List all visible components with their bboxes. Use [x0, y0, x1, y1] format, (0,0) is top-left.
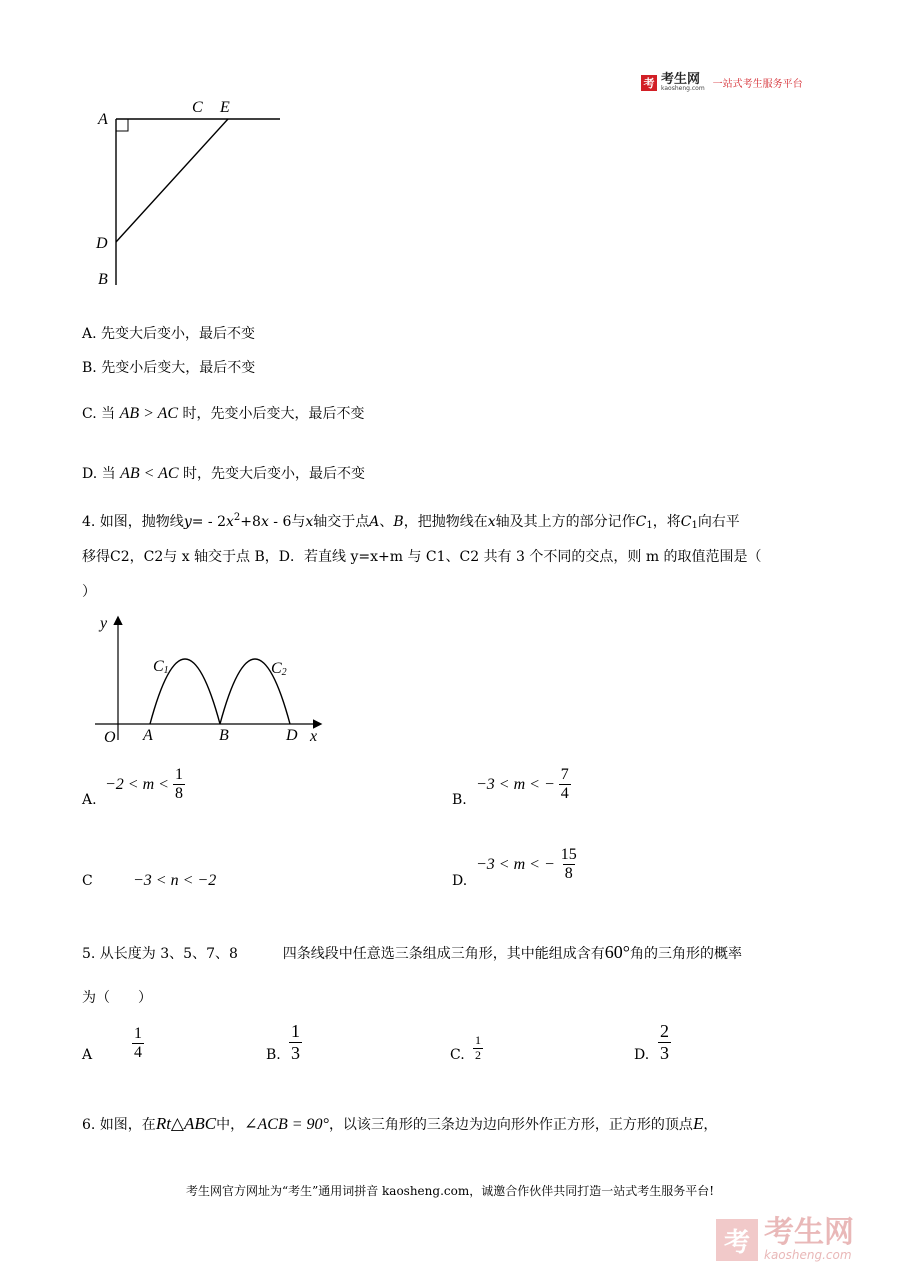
- q4-text-x: x: [305, 514, 314, 530]
- q4-eq-mid: = - 2: [191, 514, 227, 530]
- q4-text-B: B: [393, 514, 404, 530]
- watermark-logo: [716, 1215, 854, 1262]
- graph-label-y: y: [100, 615, 108, 632]
- graph-label-B: B: [219, 727, 229, 744]
- q4-option-b-num: 7: [560, 766, 569, 783]
- q5-text-b: 四条线段中任意选三条组成三角形，其中能组成含有: [282, 946, 605, 962]
- q4-text-A: A: [369, 514, 380, 530]
- q4-parabola-graph: [90, 612, 330, 742]
- q5-line2: 为（ ）: [82, 990, 152, 1006]
- q4-option-b-left: −3 < m < −: [476, 775, 555, 793]
- footer-text: 考生网官方网址为“考生”通用词拼音 kaosheng.com，诚邀合作伙伴共同打造一站式考生服务平台!: [185, 1184, 715, 1198]
- q4-eq-y: y: [183, 514, 192, 530]
- figure-right-angle: [90, 95, 290, 295]
- logo-slogan: 一站式考生服务平台: [712, 79, 803, 90]
- q4-eq-end: - 6: [268, 514, 292, 530]
- q3-option-d: [82, 464, 365, 483]
- q4-option-d: [476, 846, 579, 884]
- q4-text-x2: x: [487, 514, 496, 530]
- q3-option-b: [82, 360, 255, 377]
- q5-option-d-letter: D.: [634, 1047, 650, 1063]
- line-DE: [116, 119, 228, 242]
- q5-option-c-den: 2: [475, 1047, 481, 1062]
- q6-text-b: 中，: [216, 1117, 245, 1133]
- q5-option-b-fraction: [289, 1021, 302, 1063]
- graph-label-D: D: [286, 727, 298, 744]
- q3-option-d-pre: 当: [101, 466, 116, 482]
- q5-option-b-den: 3: [291, 1042, 300, 1063]
- q4-eq-x2: x: [260, 514, 269, 530]
- q3-option-c-pre: 当: [101, 406, 116, 422]
- q6-line1: [82, 1114, 717, 1134]
- q5-option-a-letter: A: [82, 1047, 93, 1063]
- fig3-label-A: A: [98, 111, 108, 128]
- q4-text-sep: 、: [379, 514, 394, 530]
- q5-option-a-num: 1: [134, 1025, 142, 1042]
- q5-text-a: 5. 从长度为 3、5、7、8: [82, 946, 238, 962]
- q3-option-a: [82, 326, 255, 343]
- q4-option-d-letter: D.: [452, 873, 468, 889]
- q5-option-c-letter: C.: [450, 1047, 465, 1063]
- graph-label-C2-sub: 2: [281, 667, 287, 678]
- q4-option-d-fraction: [559, 846, 579, 884]
- q4-eq-rest: +8: [240, 514, 261, 530]
- q5-option-d-fraction: [658, 1021, 671, 1063]
- q3-option-a-text: 先变大后变小，最后不变: [101, 326, 256, 342]
- q4-option-a: [105, 766, 185, 804]
- q6-vertex-E: E: [692, 1114, 704, 1133]
- q3-option-d-letter: D.: [82, 466, 98, 482]
- q3-option-b-letter: B.: [82, 360, 97, 376]
- graph-label-C1-letter: C: [153, 658, 164, 675]
- q4-option-a-num: 1: [174, 766, 183, 783]
- q6-rt-triangle: Rt△ABC: [155, 1114, 217, 1133]
- q4-text-b: 与: [291, 514, 306, 530]
- q3-option-d-post: 时，先变大后变小，最后不变: [183, 466, 366, 482]
- q4-line3: ）: [82, 584, 96, 600]
- graph-label-x: x: [310, 728, 318, 745]
- q4-text-C: C: [635, 514, 647, 530]
- q4-line1: [82, 512, 740, 532]
- q6-text-a: 6. 如图，在: [82, 1117, 156, 1133]
- q4-option-a-left: −2 < m <: [105, 775, 169, 793]
- q4-option-c-expr: −3 < n < −2: [133, 872, 217, 889]
- q4-text-C2: C: [680, 514, 692, 530]
- watermark-domain: kaosheng.com: [764, 1248, 852, 1262]
- q4-option-d-num: 15: [560, 846, 577, 863]
- q4-option-b-letter: B.: [452, 792, 467, 808]
- q6-angle: ∠ACB = 90°: [244, 1116, 329, 1133]
- q4-text-c: 轴交于点: [313, 514, 370, 530]
- q4-text-e: 轴及其上方的部分记作: [495, 514, 636, 530]
- q4-text-a: 4. 如图，抛物线: [82, 514, 184, 530]
- graph-label-A: A: [143, 727, 153, 744]
- q4-eq-x: x: [226, 514, 234, 530]
- logo-name: 考生网: [661, 72, 701, 87]
- q4-line2-text: C2，C2与 x 轴交于点 B，D．若直线 y=x+m 与 C1、C2 共有 3 个不同的交点，则 m 的取值范围是（: [110, 549, 762, 565]
- q4-text-d: ，把抛物线在: [403, 514, 488, 530]
- q4-option-b-den: 4: [560, 785, 569, 803]
- q4-option-a-fraction: [173, 766, 185, 804]
- logo-domain: kaosheng.com: [661, 85, 705, 92]
- graph-label-C2-letter: C: [271, 660, 282, 677]
- q4-text-f: ，将: [652, 514, 681, 530]
- q5-option-c-fraction: [473, 1034, 483, 1063]
- q5-line1: [82, 942, 742, 964]
- header-logo: [641, 73, 803, 92]
- q6-text-c: ，以该三角形的三条边为边向形外作正方形，正方形的顶点: [328, 1117, 693, 1133]
- q4-option-a-den: 8: [174, 785, 183, 803]
- q3-option-c-math: AB > AC: [119, 405, 179, 422]
- q4-line2-a: 移得: [82, 549, 110, 565]
- q3-option-c: [82, 404, 365, 423]
- graph-label-C1: [153, 657, 169, 677]
- q4-option-a-letter: A.: [82, 792, 97, 808]
- graph-label-O: O: [104, 729, 116, 746]
- q4-line2: [82, 549, 762, 566]
- q4-option-b: [476, 766, 571, 804]
- q5-angle: 60°: [604, 942, 630, 962]
- fig3-label-D: D: [96, 235, 108, 252]
- right-angle-mark: [116, 119, 128, 131]
- fig3-label-C: C: [192, 99, 203, 116]
- watermark-mark-icon: 考: [716, 1219, 758, 1261]
- q5-option-d-den: 3: [660, 1042, 669, 1063]
- q5-text-c: 角的三角形的概率: [630, 946, 742, 962]
- q5-option-a-fraction: [132, 1025, 144, 1063]
- q5-option-a-den: 4: [134, 1044, 142, 1062]
- q3-option-a-letter: A.: [82, 326, 97, 342]
- graph-label-C2: [271, 659, 287, 679]
- q6-text-d: ，: [703, 1117, 718, 1133]
- q5-option-b-letter: B.: [266, 1047, 281, 1063]
- q4-option-c-letter: C: [82, 873, 93, 889]
- q5-option-b-num: 1: [291, 1021, 300, 1041]
- q4-text-g: 向右平: [697, 514, 740, 530]
- q4-option-d-left: −3 < m < −: [476, 855, 555, 873]
- q5-option-c-num: 1: [475, 1033, 481, 1047]
- q4-option-b-fraction: [559, 766, 571, 804]
- watermark-name: 考生网: [764, 1215, 854, 1250]
- graph-label-C1-sub: 1: [163, 665, 169, 676]
- q4-text-sub1: 1: [646, 520, 653, 531]
- q5-option-d-num: 2: [660, 1021, 669, 1041]
- q4-eq-sup: 2: [233, 512, 241, 523]
- q3-option-c-letter: C.: [82, 406, 97, 422]
- q4-text-sub2: 1: [691, 520, 698, 531]
- q4-option-d-den: 8: [564, 865, 573, 883]
- fig3-label-B: B: [98, 271, 108, 288]
- logo-mark-icon: 考: [641, 75, 657, 91]
- fig3-label-E: E: [220, 99, 230, 116]
- q3-option-b-text: 先变小后变大，最后不变: [101, 360, 256, 376]
- q3-option-d-math: AB < AC: [120, 465, 179, 482]
- q3-option-c-post: 时，先变小后变大，最后不变: [182, 406, 365, 422]
